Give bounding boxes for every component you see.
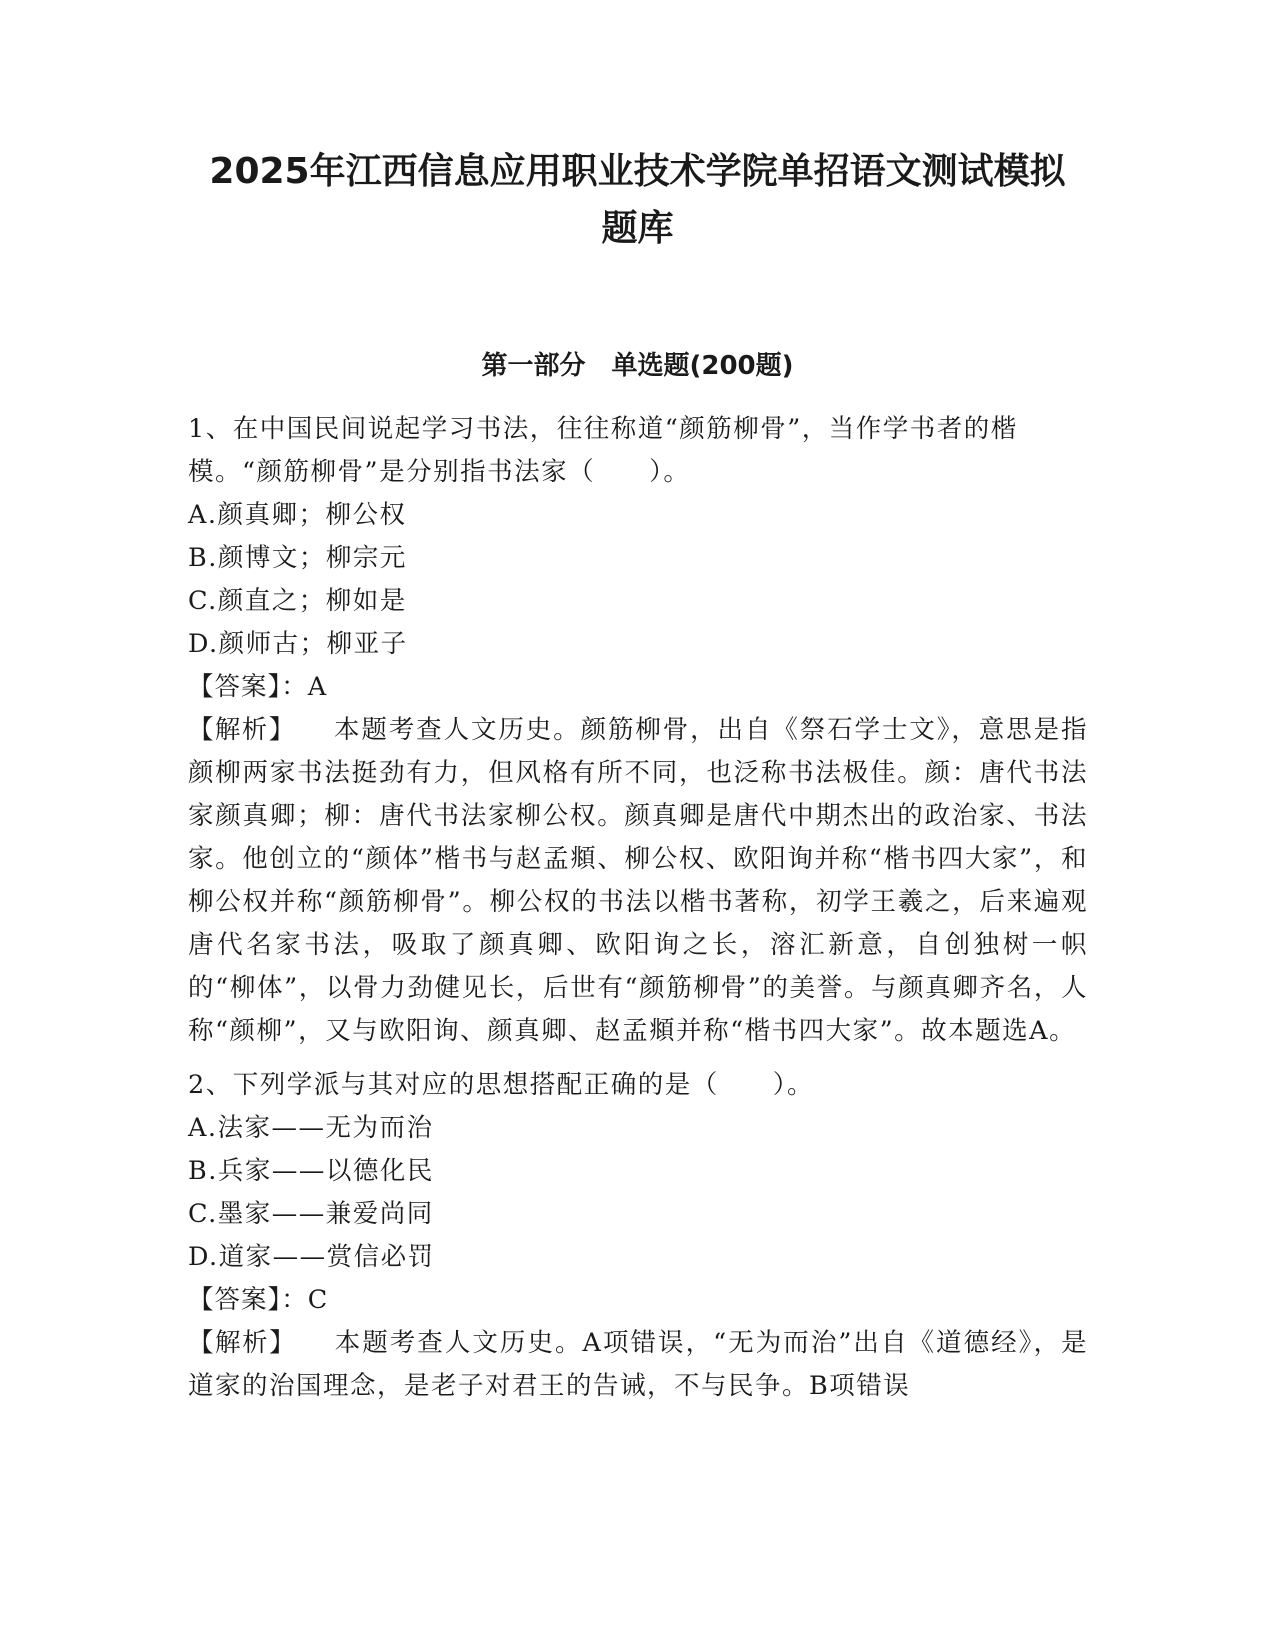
option-d: D.道家——赏信必罚 — [188, 1242, 435, 1272]
question-item — [188, 1064, 1088, 1408]
analysis-text: 本题考查人文历史。A项错误，“无为而治”出自《道德经》，是道家的治国理念，是老子对君王的告诫，不与民争。B项错误 — [188, 1328, 1088, 1401]
analysis-label: 【解析】 — [188, 1328, 297, 1358]
analysis-text: 本题考查人文历史。颜筋柳骨，出自《祭石学士文》，意思是指颜柳两家书法挺劲有力，但风格有所不同，也泛称书法极佳。颜：唐代书法家颜真卿；柳：唐代书法家柳公权。颜真卿是唐代中期杰出的政治家、书法家。他创立的“颜体”楷书与赵孟頫、柳公权、欧阳询并称“楷书四大家”，和柳公权并称“颜筋柳骨”。柳公权的书法以楷书著称，初学王羲之，后来遍观唐代名家书法，吸取了颜真卿、欧阳询之长，溶汇新意，自创独树一帜的“柳体”，以骨力劲健见长，后世有“颜筋柳骨”的美誉。与颜真卿齐名，人称“颜柳”，又与欧阳询、颜真卿、赵孟頫并称“楷书四大家”。故本题选A。 — [188, 715, 1088, 1046]
option-d: D.颜师古；柳亚子 — [188, 629, 408, 659]
option-a: A.法家——无为而治 — [188, 1113, 434, 1143]
answer-label: 【答案】： — [188, 672, 308, 702]
analysis-paragraph — [188, 1322, 1088, 1408]
document-title-line-1: 2025年江西信息应用职业技术学院单招语文测试模拟 — [209, 151, 1066, 192]
analysis-label: 【解析】 — [188, 715, 296, 745]
document-title-line-2: 题库 — [601, 208, 674, 249]
answer-value: A — [307, 672, 328, 702]
question-stem: 2、下列学派与其对应的思想搭配正确的是（ ）。 — [188, 1070, 814, 1100]
option-b: B.兵家——以德化民 — [188, 1156, 434, 1186]
answer-line — [188, 1279, 1088, 1322]
answer-label: 【答案】： — [188, 1285, 308, 1315]
answer-line — [188, 666, 1088, 709]
option-b: B.颜博文；柳宗元 — [188, 543, 407, 573]
question-list — [188, 408, 1088, 1419]
option-a: A.颜真卿；柳公权 — [188, 500, 407, 530]
answer-value: C — [307, 1285, 329, 1315]
question-item — [188, 408, 1088, 1053]
question-stem: 1、在中国民间说起学习书法，往往称道“颜筋柳骨”，当作学书者的楷模。“颜筋柳骨”是分别指书法家（ ）。 — [188, 414, 1018, 487]
section-heading: 第一部分 单选题(200题) — [481, 351, 794, 381]
analysis-paragraph — [188, 709, 1088, 1053]
option-c: C.颜直之；柳如是 — [188, 586, 407, 616]
document-title — [150, 143, 1125, 257]
option-c: C.墨家——兼爱尚同 — [188, 1199, 434, 1229]
